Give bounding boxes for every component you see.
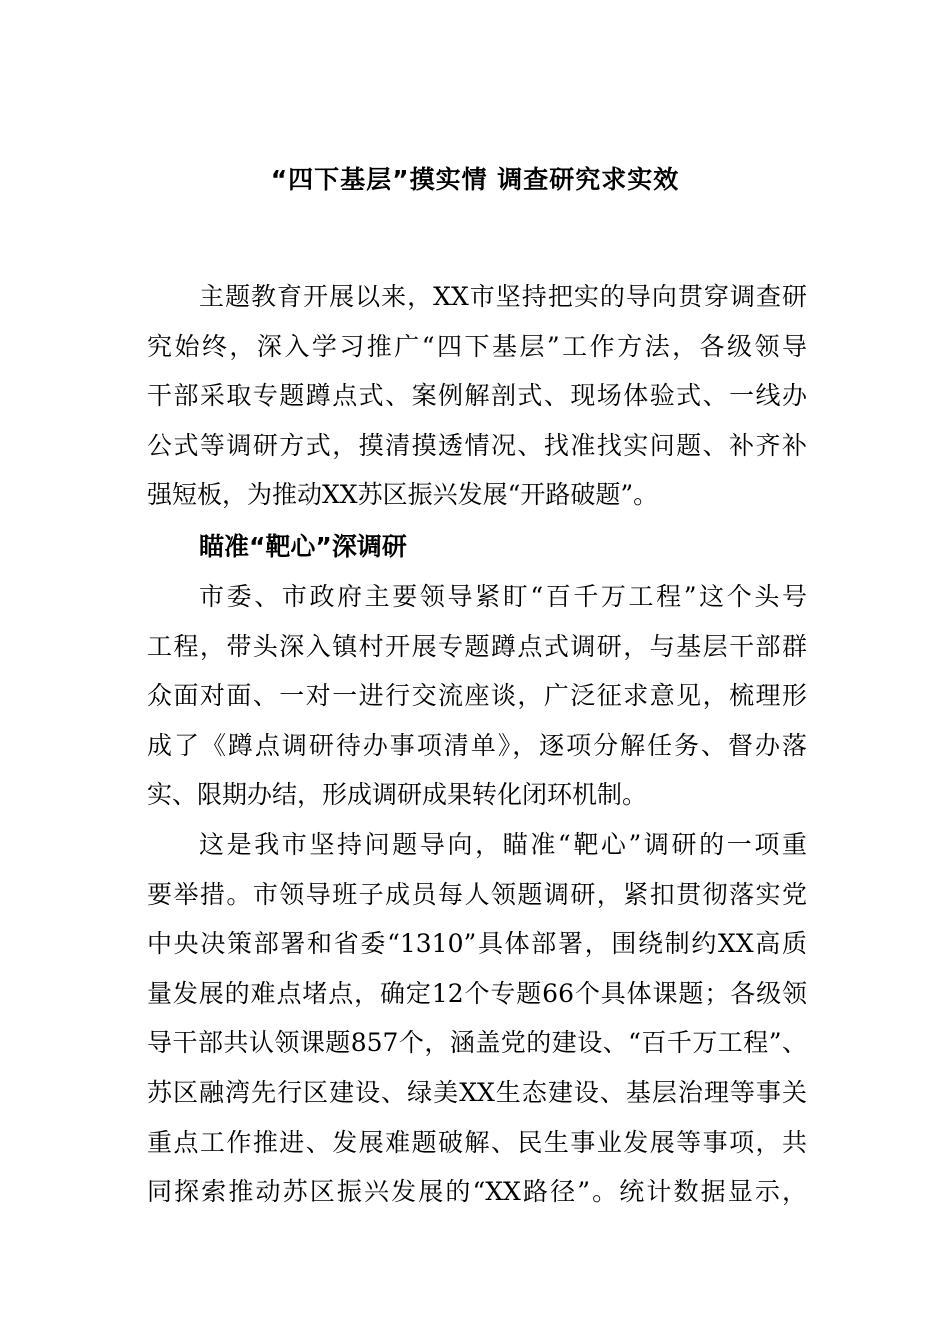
section-heading-text: 瞄准“靶心”深调研 xyxy=(199,532,407,561)
paragraph-line: 要举措。市领导班子成员每人领题调研，紧扣贯彻落实党 xyxy=(147,879,807,909)
paragraph-line: 同探索推动苏区振兴发展的“XX路径”。统计数据显示， xyxy=(147,1177,807,1207)
paragraph-line: 重点工作推进、发展难题破解、民生事业发展等事项，共 xyxy=(147,1127,807,1157)
paragraph-line: 苏区融湾先行区建设、绿美XX生态建设、基层治理等事关 xyxy=(147,1077,807,1107)
paragraph-line: 中央决策部署和省委“1310”具体部署，围绕制约XX高质 xyxy=(147,929,807,959)
paragraph-problem-oriented xyxy=(147,820,807,1217)
paragraph-line: 成了《蹲点调研待办事项清单》，逐项分解任务、督办落 xyxy=(147,730,807,760)
paragraph-line: 主题教育开展以来，XX市坚持把实的导向贯穿调查研 xyxy=(199,282,807,311)
paragraph-line: 量发展的难点堵点，确定12个专题66个具体课题；各级领 xyxy=(147,978,807,1008)
section-heading xyxy=(147,522,807,572)
paragraph-intro xyxy=(147,272,807,520)
paragraph-line: 实、限期办结，形成调研成果转化闭环机制。 xyxy=(147,780,648,810)
paragraph-line: 这是我市坚持问题导向，瞄准“靶心”调研的一项重 xyxy=(199,830,807,859)
paragraph-line: 干部采取专题蹲点式、案例解剖式、现场体验式、一线办 xyxy=(147,381,807,411)
paragraph-line: 究始终，深入学习推广“四下基层”工作方法，各级领导 xyxy=(147,331,807,361)
paragraph-line: 导干部共认领课题857个，涵盖党的建设、“百千万工程”、 xyxy=(147,1028,807,1058)
document-title: “四下基层”摸实情 调查研究求实效 xyxy=(270,165,680,194)
paragraph-leadership-research xyxy=(147,572,807,820)
paragraph-line: 公式等调研方式，摸清摸透情况、找准找实问题、补齐补 xyxy=(147,430,807,460)
paragraph-line: 众面对面、一对一进行交流座谈，广泛征求意见，梳理形 xyxy=(147,681,807,711)
paragraph-line: 工程，带头深入镇村开展专题蹲点式调研，与基层干部群 xyxy=(147,631,807,661)
paragraph-line: 强短板，为推动XX苏区振兴发展“开路破题”。 xyxy=(147,480,659,510)
paragraph-line: 市委、市政府主要领导紧盯“百千万工程”这个头号 xyxy=(199,582,807,611)
